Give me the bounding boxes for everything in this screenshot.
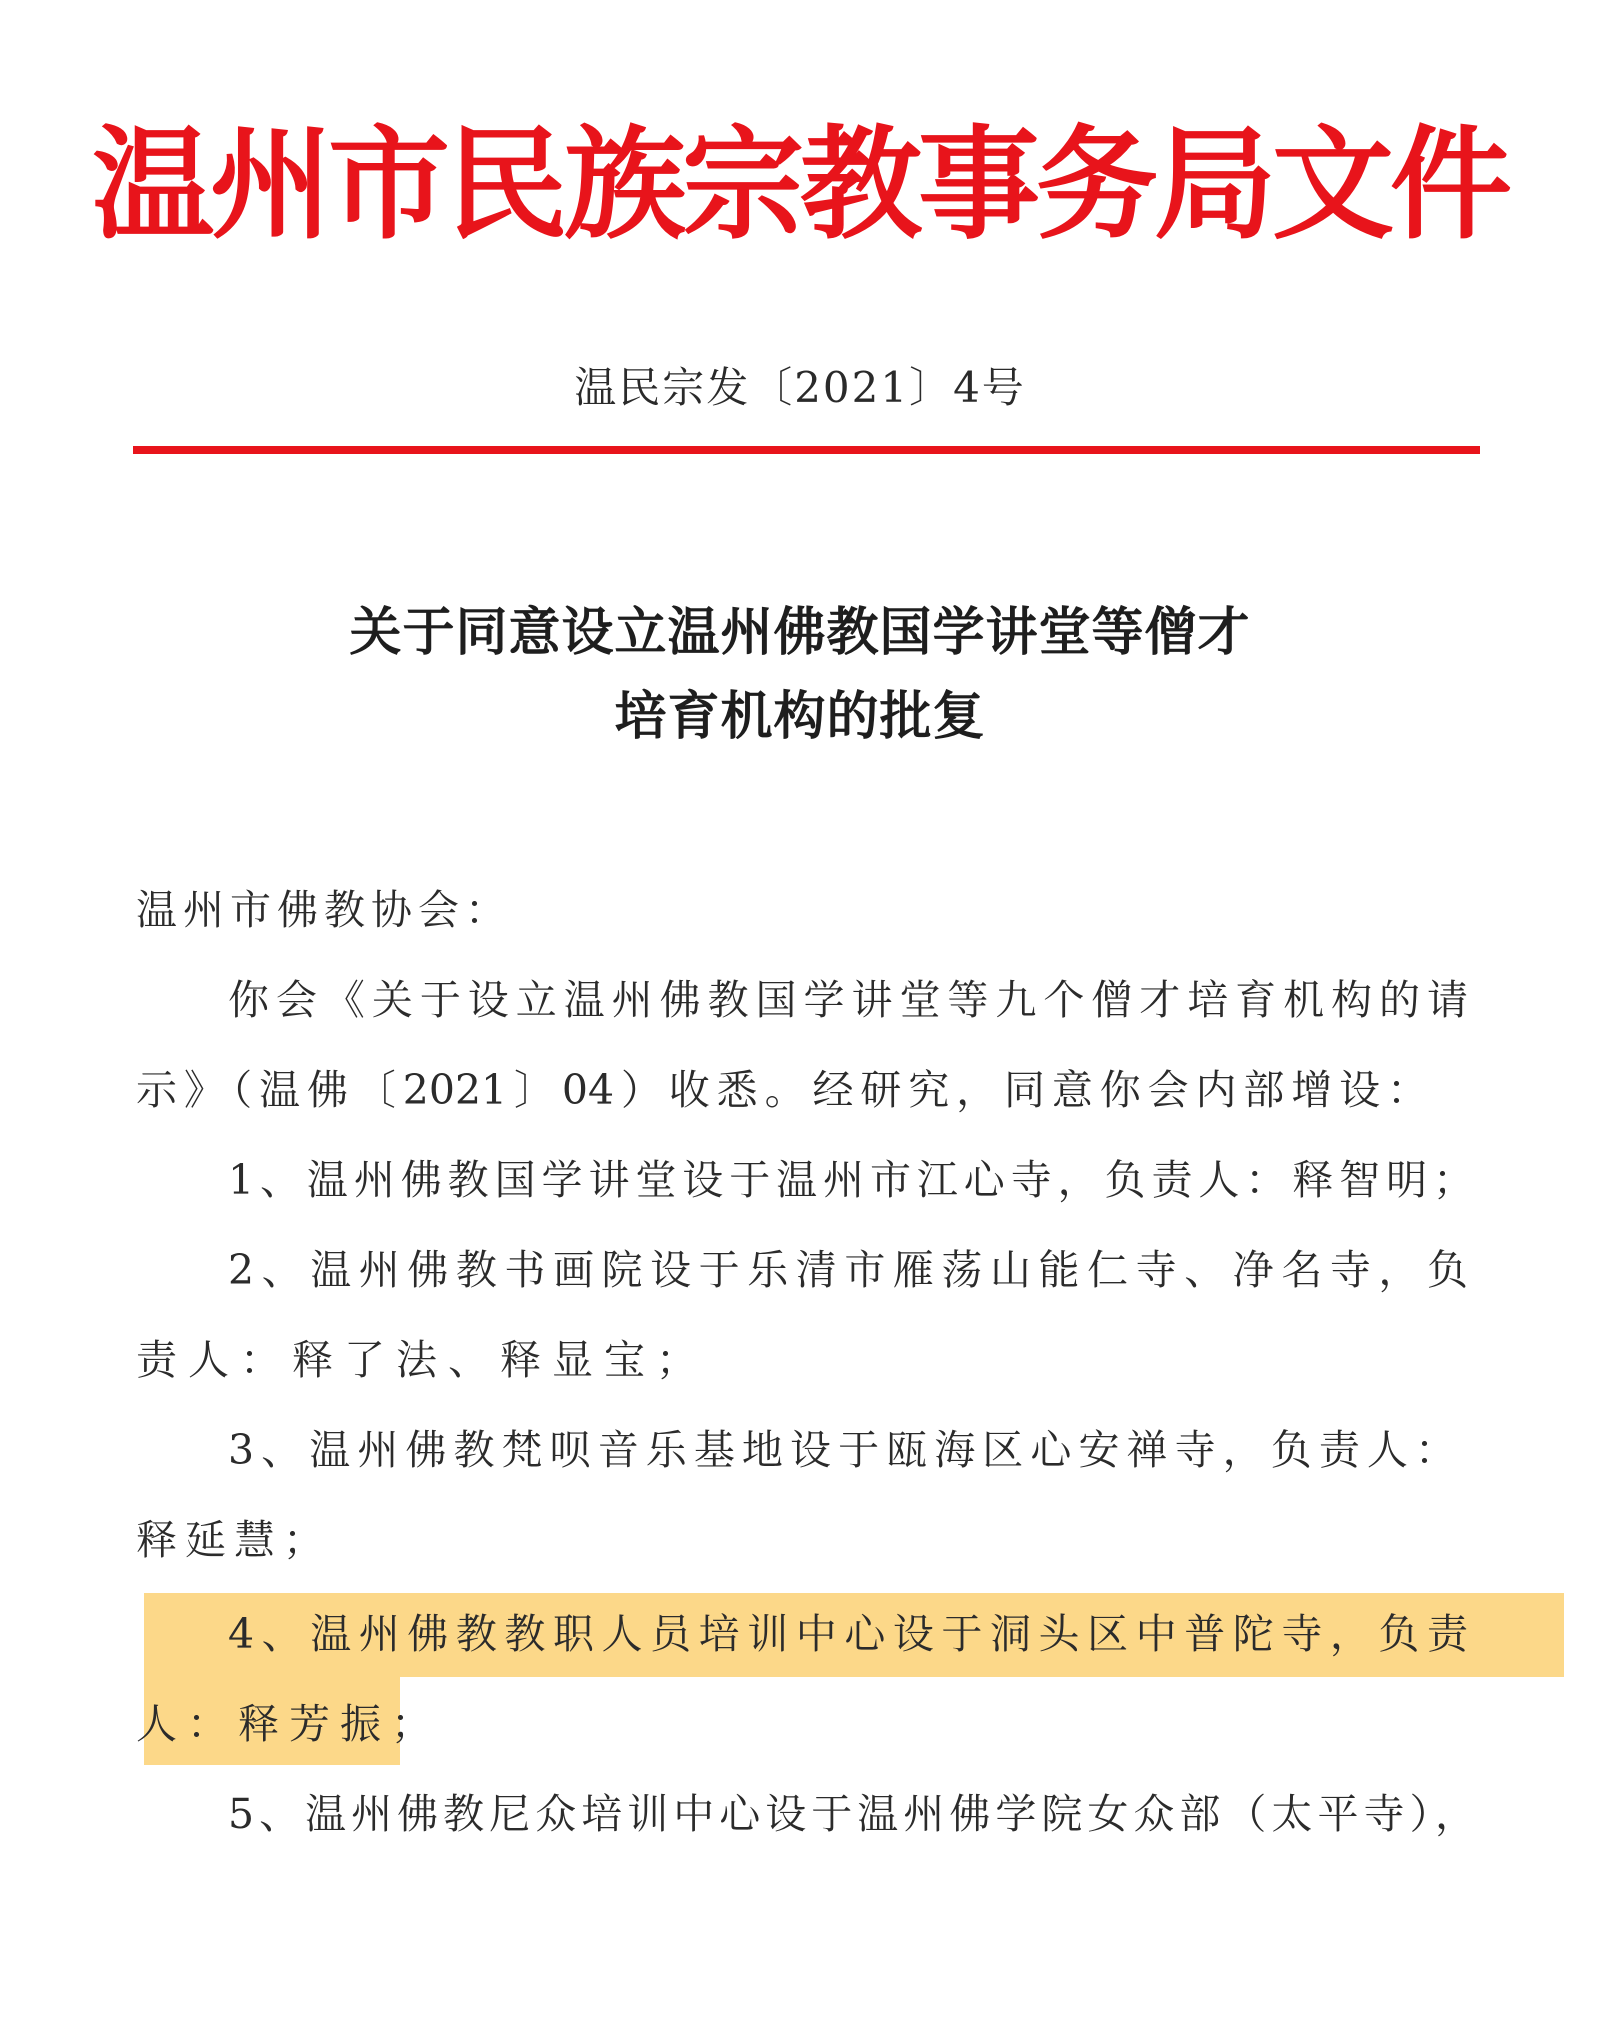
list-item-1: 1、温州佛教国学讲堂设于温州市江心寺，负责人：释智明； [228, 1156, 1474, 1204]
list-item-4: 4、温州佛教教职人员培训中心设于洞头区中普陀寺，负责 [228, 1610, 1468, 1658]
list-item-2-continued: 责人：释了法、释显宝； [136, 1336, 708, 1384]
document-title-line-2: 培育机构的批复 [614, 687, 986, 747]
document-header-title: 温州市民族宗教事务局文件 [92, 114, 1508, 256]
list-item-3: 3、温州佛教梵呗音乐基地设于瓯海区心安禅寺，负责人： [228, 1426, 1456, 1474]
list-item-2: 2、温州佛教书画院设于乐清市雁荡山能仁寺、净名寺，负 [228, 1246, 1468, 1294]
document-title-line-1: 关于同意设立温州佛教国学讲堂等僧才 [349, 603, 1251, 663]
body-line: 示》（温佛〔2021〕04）收悉。经研究，同意你会内部增设： [136, 1066, 1428, 1114]
list-item-5: 5、温州佛教尼众培训中心设于温州佛学院女众部（太平寺）， [228, 1790, 1476, 1838]
body-line: 你会《关于设立温州佛教国学讲堂等九个僧才培育机构的请 [228, 976, 1468, 1024]
list-item-3-continued: 释延慧； [136, 1516, 332, 1564]
list-item-4-continued: 人：释芳振； [136, 1700, 442, 1748]
salutation: 温州市佛教协会： [136, 886, 512, 934]
document-number: 温民宗发〔2021〕4号 [574, 363, 1026, 412]
red-divider-line [133, 446, 1480, 454]
